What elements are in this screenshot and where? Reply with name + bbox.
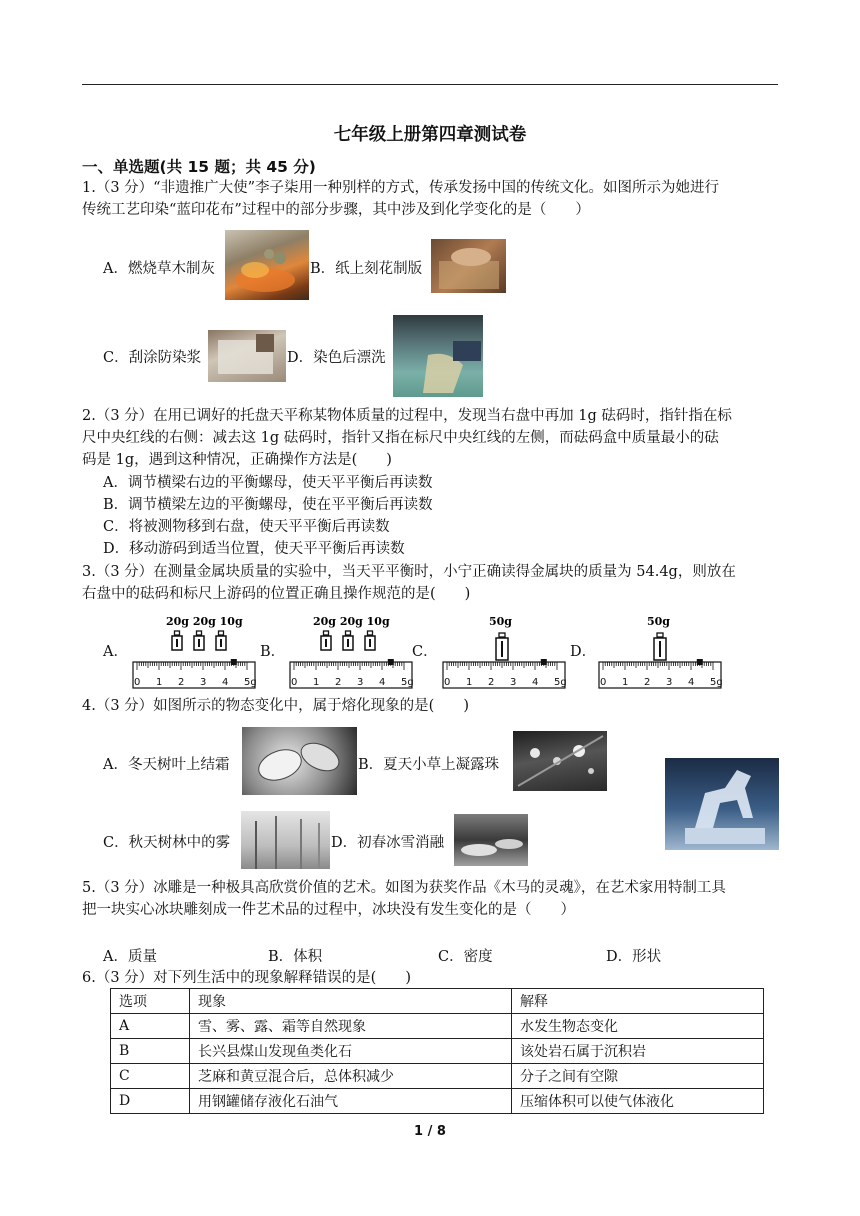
q6-stem: 6.（3 分）对下列生活中的现象解释错误的是( ) bbox=[82, 970, 411, 986]
scale-label: 3 bbox=[357, 677, 364, 688]
balance-diagram-a bbox=[130, 612, 260, 692]
q2-option-a[interactable]: A．调节横梁右边的平衡螺母，使天平平衡后再读数 bbox=[103, 475, 433, 491]
rider-marker bbox=[388, 659, 394, 665]
q4-option-b[interactable]: B．夏天小草上凝露珠 bbox=[358, 757, 500, 773]
weight-knob bbox=[499, 633, 505, 637]
scale-label: 4 bbox=[379, 677, 386, 688]
table-cell: C bbox=[111, 1064, 190, 1089]
table-cell: 长兴县煤山发现鱼类化石 bbox=[190, 1039, 512, 1064]
table-cell: B bbox=[111, 1039, 190, 1064]
q3-option-d[interactable]: D． bbox=[570, 644, 597, 660]
table-cell: 该处岩石属于沉积岩 bbox=[512, 1039, 764, 1064]
q1-option-d[interactable]: D．染色后漂洗 bbox=[287, 350, 386, 366]
q1-stem-line2: 传统工艺印染“蓝印花布”过程中的部分步骤，其中涉及到化学变化的是（ ） bbox=[82, 202, 590, 218]
weight-knob bbox=[368, 631, 373, 635]
ice-horse-sculpture-image bbox=[665, 758, 779, 850]
table-row bbox=[111, 1064, 764, 1089]
q2-option-b[interactable]: B．调节横梁左边的平衡螺母，使在平平衡后再读数 bbox=[103, 497, 433, 513]
q1-option-c[interactable]: C．刮涂防染浆 bbox=[103, 350, 202, 366]
table-cell: 压缩体积可以使气体液化 bbox=[512, 1089, 764, 1114]
scale-label: 3 bbox=[666, 677, 673, 688]
table-cell: 雪、雾、露、霜等自然现象 bbox=[190, 1014, 512, 1039]
table-header-cell: 解释 bbox=[512, 989, 764, 1014]
table-cell: 芝麻和黄豆混合后，总体积减少 bbox=[190, 1064, 512, 1089]
melting-snow-image bbox=[454, 814, 528, 866]
table-cell: A bbox=[111, 1014, 190, 1039]
scale-label: 5g bbox=[401, 677, 414, 688]
scale-label: 4 bbox=[688, 677, 695, 688]
page-number: 1 / 8 bbox=[414, 1124, 446, 1139]
balance-diagram-c bbox=[440, 612, 570, 692]
q5-stem-line2: 把一块实心冰块雕刻成一件艺术品的过程中，冰块没有发生变化的是（ ） bbox=[82, 902, 575, 918]
scale-label: 5g bbox=[554, 677, 567, 688]
scale-label: 1 bbox=[622, 677, 629, 688]
weights-label-d: 50g bbox=[647, 615, 670, 628]
q2-stem-line2: 尺中央红线的右侧：减去这 1g 砝码时，指针又指在标尺中央红线的左侧，而砝码盒中质量最小的砝 bbox=[82, 430, 719, 446]
table-row bbox=[111, 1089, 764, 1114]
scale-label: 0 bbox=[291, 677, 298, 688]
q4-option-a[interactable]: A．冬天树叶上结霜 bbox=[103, 757, 230, 773]
weights-label-c: 50g bbox=[489, 615, 512, 628]
q3-stem-line2: 右盘中的砝码和标尺上游码的位置正确且操作规范的是( ) bbox=[82, 586, 471, 602]
section-heading: 一、单选题(共 15 题；共 45 分) bbox=[82, 158, 316, 176]
q3-option-a[interactable]: A． bbox=[103, 644, 128, 660]
balance-diagram-d bbox=[596, 612, 726, 692]
weight-knob bbox=[324, 631, 329, 635]
weight-knob bbox=[346, 631, 351, 635]
balance-diagram-b bbox=[287, 612, 417, 692]
scale-label: 3 bbox=[510, 677, 517, 688]
dew-grass-image bbox=[513, 731, 607, 791]
scale-label: 3 bbox=[200, 677, 207, 688]
weights-label-b: 20g 20g 10g bbox=[313, 615, 390, 628]
scale-label: 2 bbox=[488, 677, 495, 688]
weight-knob bbox=[219, 631, 224, 635]
q2-option-d[interactable]: D．移动游码到适当位置，使天平平衡后再读数 bbox=[103, 541, 405, 557]
rider-marker bbox=[541, 659, 547, 665]
frost-leaves-image bbox=[242, 727, 357, 795]
scale-label: 0 bbox=[134, 677, 141, 688]
scale-label: 1 bbox=[313, 677, 320, 688]
scale-label: 4 bbox=[222, 677, 229, 688]
q3-stem-line1: 3.（3 分）在测量金属块质量的实验中，当天平平衡时，小宁正确读得金属块的质量为 54.4g，则放在 bbox=[82, 564, 736, 580]
weights-label-a: 20g 20g 10g bbox=[166, 615, 243, 628]
paper-carving-image bbox=[431, 239, 506, 293]
paste-coating-image bbox=[208, 330, 286, 382]
scale-label: 2 bbox=[178, 677, 185, 688]
scale-label: 0 bbox=[444, 677, 451, 688]
foggy-woods-image bbox=[241, 811, 330, 869]
q3-option-b[interactable]: B． bbox=[260, 644, 286, 660]
q5-option-d[interactable]: D．形状 bbox=[606, 949, 662, 965]
q2-stem-line3: 码是 1g，遇到这种情况，正确操作方法是( ) bbox=[82, 452, 392, 468]
weight-knob bbox=[197, 631, 202, 635]
weight-knob bbox=[175, 631, 180, 635]
table-row bbox=[111, 1014, 764, 1039]
q5-stem-line1: 5.（3 分）冰雕是一种极具高欣赏价值的艺术。如图为获奖作品《木马的灵魂》，在艺术家用特制工具 bbox=[82, 880, 726, 896]
q5-option-b[interactable]: B．体积 bbox=[268, 949, 323, 965]
table-cell: 用钢罐储存液化石油气 bbox=[190, 1089, 512, 1114]
table-cell: 分子之间有空隙 bbox=[512, 1064, 764, 1089]
rinsing-cloth-image bbox=[393, 315, 483, 397]
scale-label: 1 bbox=[466, 677, 473, 688]
page-title: 七年级上册第四章测试卷 bbox=[333, 125, 527, 145]
q1-option-b[interactable]: B．纸上刻花制版 bbox=[310, 261, 423, 277]
rider-marker bbox=[697, 659, 703, 665]
q5-option-c[interactable]: C．密度 bbox=[438, 949, 493, 965]
scale-label: 0 bbox=[600, 677, 607, 688]
table-header-cell: 选项 bbox=[111, 989, 190, 1014]
header-rule bbox=[82, 84, 778, 85]
scale-label: 2 bbox=[335, 677, 342, 688]
rider-marker bbox=[231, 659, 237, 665]
scale-label: 5g bbox=[244, 677, 257, 688]
q2-option-c[interactable]: C．将被测物移到右盘，使天平平衡后再读数 bbox=[103, 519, 390, 535]
table-header-cell: 现象 bbox=[190, 989, 512, 1014]
q3-option-c[interactable]: C． bbox=[412, 644, 438, 660]
q4-stem: 4.（3 分）如图所示的物态变化中，属于熔化现象的是( ) bbox=[82, 698, 469, 714]
burning-plants-image bbox=[225, 230, 309, 300]
table-row bbox=[111, 1039, 764, 1064]
q2-stem-line1: 2.（3 分）在用已调好的托盘天平称某物体质量的过程中，发现当右盘中再加 1g 砝码时，指针指在标 bbox=[82, 408, 732, 424]
scale-label: 5g bbox=[710, 677, 723, 688]
q6-table bbox=[110, 988, 764, 1114]
q1-option-a[interactable]: A．燃烧草木制灰 bbox=[103, 261, 215, 277]
table-cell: 水发生物态变化 bbox=[512, 1014, 764, 1039]
q4-option-c[interactable]: C．秋天树林中的雾 bbox=[103, 835, 231, 851]
q4-option-d[interactable]: D．初春冰雪消融 bbox=[331, 835, 445, 851]
weight-knob bbox=[657, 633, 663, 637]
scale-label: 4 bbox=[532, 677, 539, 688]
table-header-row bbox=[111, 989, 764, 1014]
table-cell: D bbox=[111, 1089, 190, 1114]
q5-option-a[interactable]: A．质量 bbox=[103, 949, 157, 965]
scale-label: 1 bbox=[156, 677, 163, 688]
scale-label: 2 bbox=[644, 677, 651, 688]
q1-stem-line1: 1.（3 分）“非遗推广大使”李子柒用一种别样的方式，传承发扬中国的传统文化。如图所示为她进行 bbox=[82, 180, 719, 196]
